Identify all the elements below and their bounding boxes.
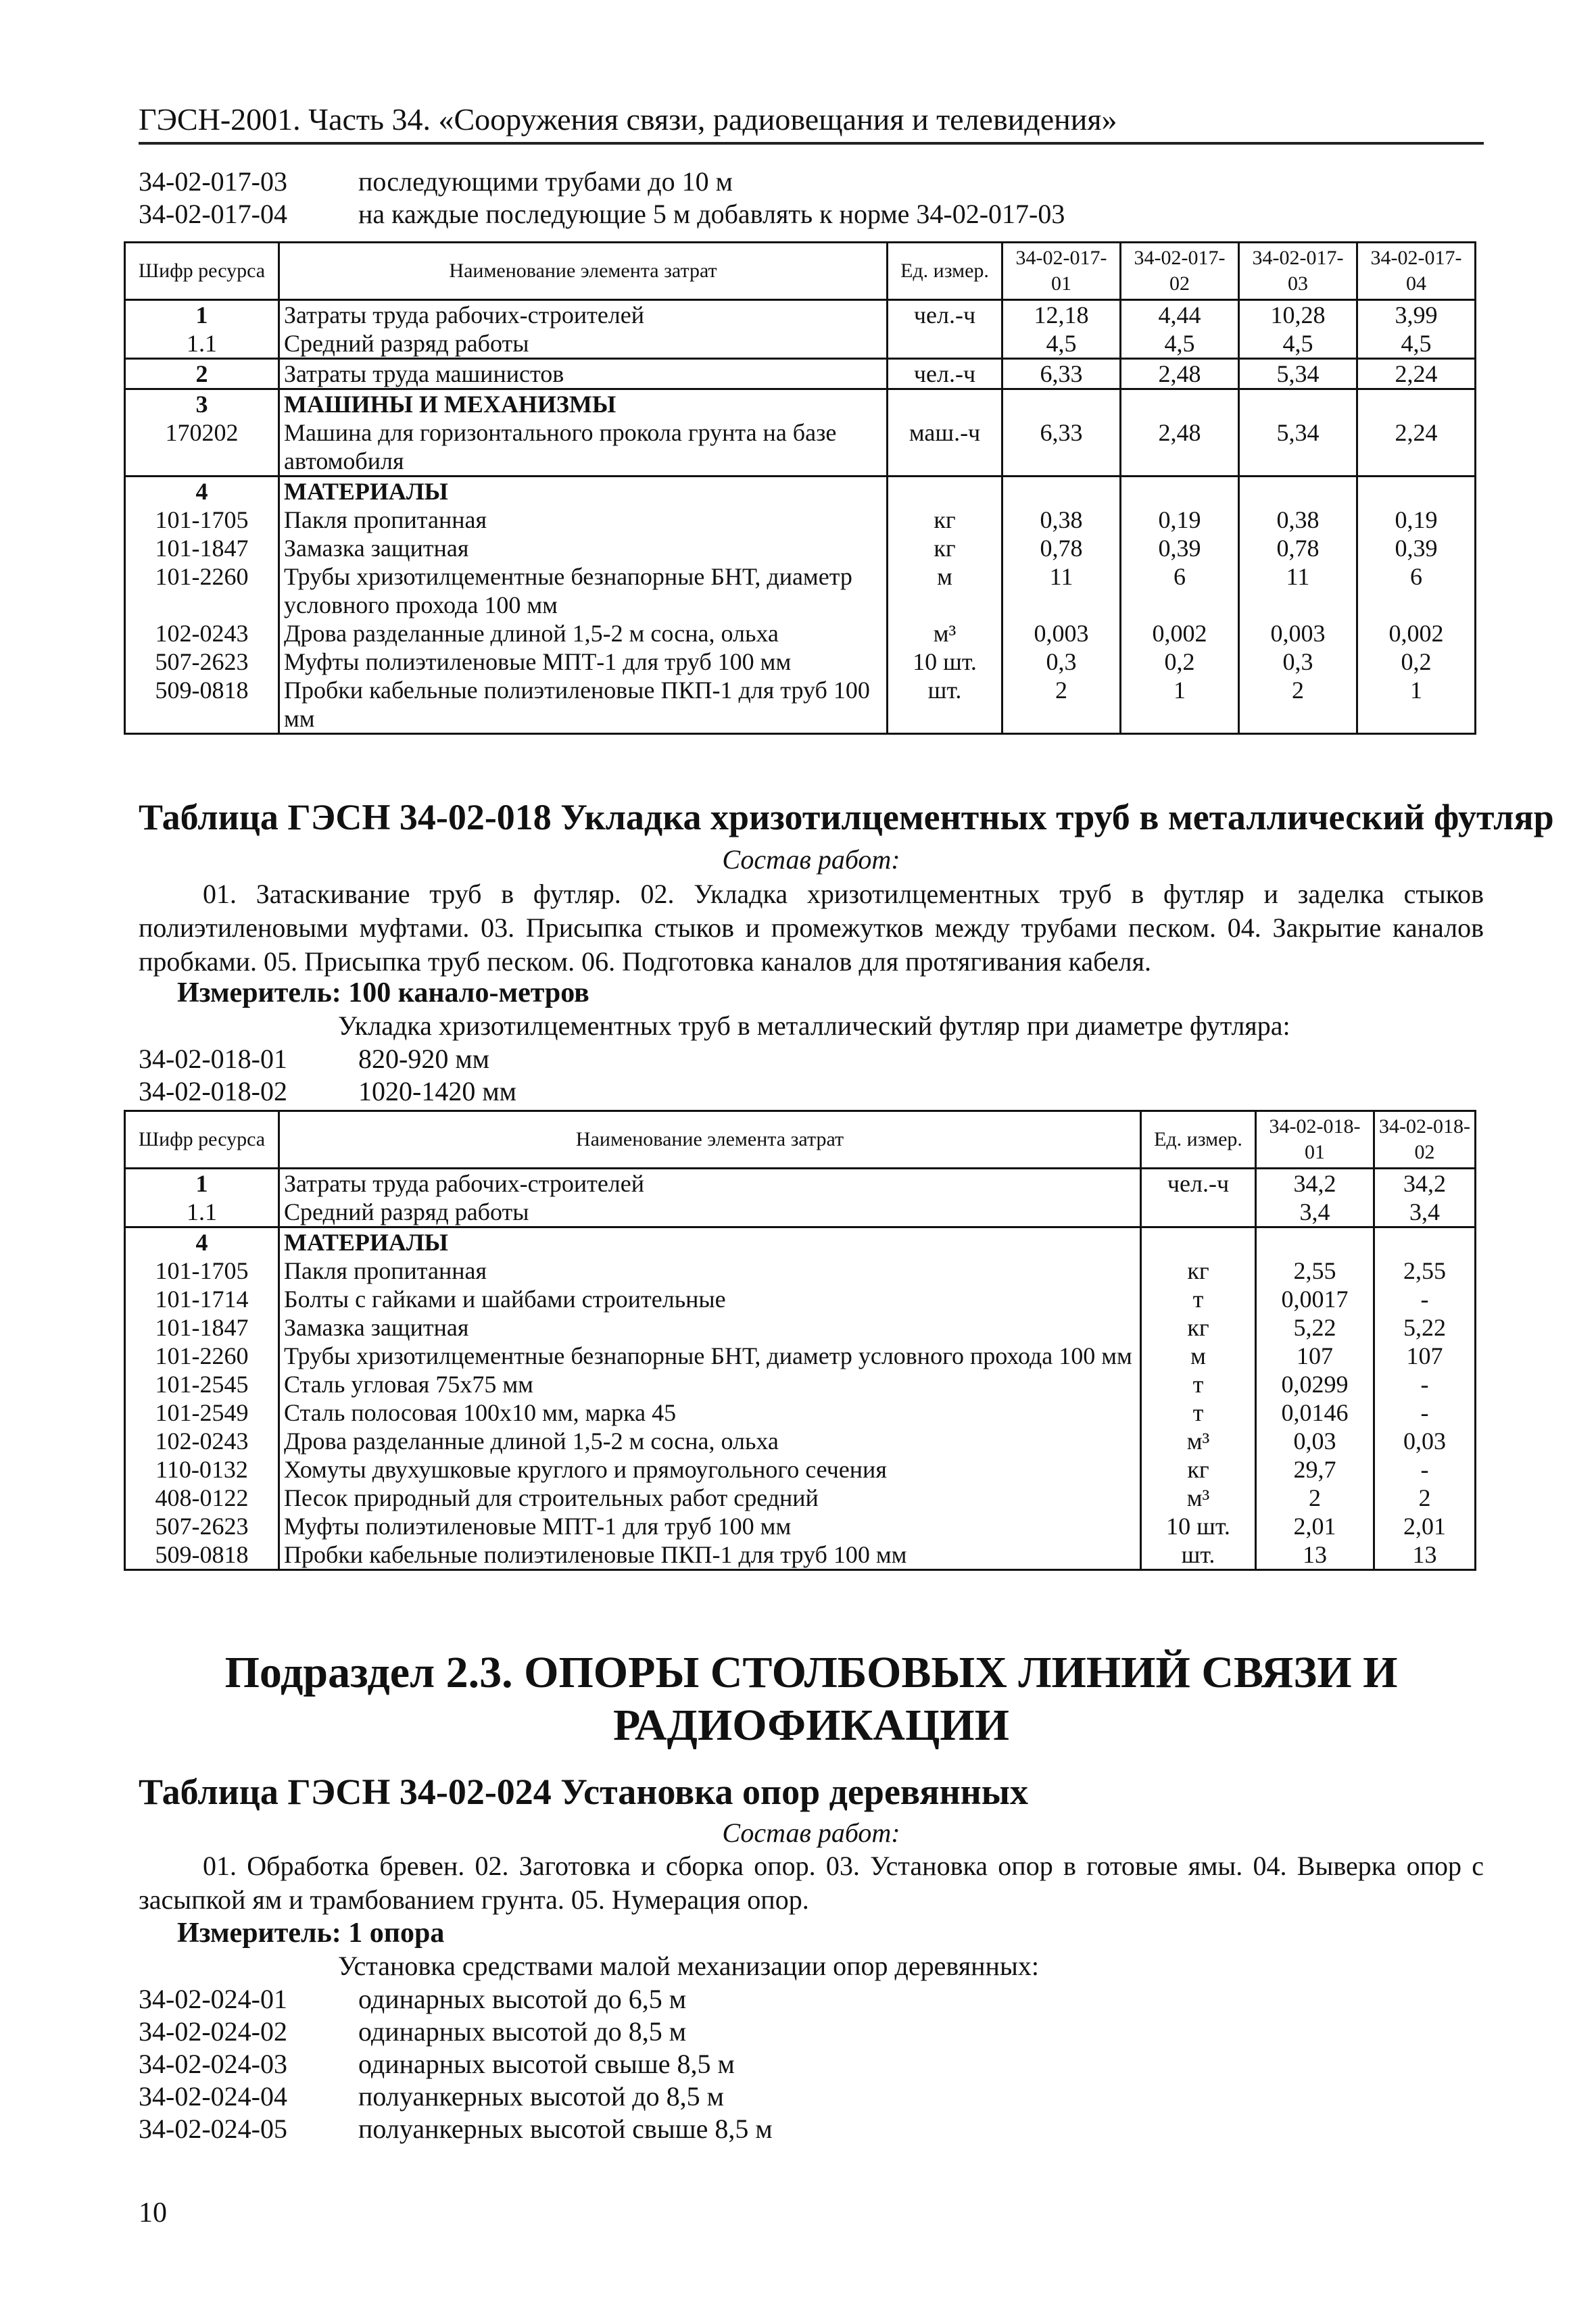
works-description: 01. Обработка бревен. 02. Заготовка и сборка опор. 03. Установка опор в готовые ямы. 04. Выверка опор с засыпкой ям и трамбованием грунта. 05. Нумерация опор. (139, 1851, 1484, 1915)
unit-cell: кг (888, 534, 1002, 562)
value-cell: 2 (1002, 676, 1121, 734)
column-header: Наименование элемента затрат (279, 1111, 1141, 1169)
cost-item-cell: Муфты полиэтиленовые МПТ-1 для труб 100 мм (279, 1512, 1141, 1540)
unit-cell: шт. (888, 676, 1002, 734)
cost-item-cell: Пакля пропитанная (279, 1257, 1141, 1285)
cost-item-cell: Затраты труда рабочих-строителей (279, 300, 888, 330)
value-cell: 2,24 (1357, 359, 1476, 389)
norm-code: 34-02-018-01 (139, 1044, 287, 1074)
table-header-row (125, 243, 1476, 300)
value-cell: 10,28 (1239, 300, 1357, 330)
norm-code: 34-02-017-04 (139, 199, 287, 229)
unit-cell: т (1141, 1370, 1256, 1398)
unit-cell: кг (1141, 1455, 1256, 1484)
resource-code-cell: 4 (125, 1227, 279, 1257)
column-header: 34-02-017-04 (1357, 243, 1476, 300)
resource-code-cell: 170202 (125, 418, 279, 477)
value-cell: 29,7 (1256, 1455, 1374, 1484)
value-cell: 0,002 (1121, 619, 1239, 648)
value-cell (1002, 389, 1121, 419)
resource-code-cell: 101-1847 (125, 534, 279, 562)
cost-item-cell: Хомуты двухушковые круглого и прямоугольного сечения (279, 1455, 1141, 1484)
running-header: ГЭСН-2001. Часть 34. «Сооружения связи, радиовещания и телевидения» (139, 102, 1117, 137)
value-cell: 5,22 (1374, 1313, 1476, 1342)
value-cell: 0,0299 (1256, 1370, 1374, 1398)
value-cell: 0,2 (1357, 648, 1476, 676)
table-header-row (125, 1111, 1476, 1169)
value-cell: 2,01 (1374, 1512, 1476, 1540)
value-cell: 2,01 (1256, 1512, 1374, 1540)
norm-code: 34-02-017-03 (139, 166, 287, 197)
value-cell: 2,24 (1357, 418, 1476, 477)
column-header: 34-02-017-03 (1239, 243, 1357, 300)
value-cell: 107 (1256, 1342, 1374, 1370)
column-header: 34-02-018-02 (1374, 1111, 1476, 1169)
value-cell (1239, 389, 1357, 419)
norm-text: полуанкерных высотой свыше 8,5 м (358, 2114, 773, 2144)
value-cell: 107 (1374, 1342, 1476, 1370)
value-cell: 0,78 (1239, 534, 1357, 562)
works-description: 01. Затаскивание труб в футляр. 02. Укладка хризотилцементных труб в футляр и заделка стыков полиэтиленовыми муфтами. 03. Присыпка стыков и промежутков между трубами песком. 04. Закрытие каналов пробками. 05. Присыпка труб песком. 06. Подготовка каналов для протягивания кабеля. (139, 879, 1484, 977)
value-cell: 2,48 (1121, 359, 1239, 389)
unit-cell (1141, 1227, 1256, 1257)
value-cell: 6 (1121, 562, 1239, 619)
table-title: Таблица ГЭСН 34-02-024 Установка опор деревянных (139, 1772, 1028, 1812)
cost-item-cell: МАТЕРИАЛЫ (279, 1227, 1141, 1257)
value-cell: 3,4 (1256, 1198, 1374, 1227)
norm-text: одинарных высотой до 8,5 м (358, 2016, 687, 2047)
norm-text: 1020-1420 мм (358, 1076, 516, 1106)
table-row (125, 1540, 1476, 1570)
resource-code-cell: 102-0243 (125, 1427, 279, 1455)
cost-item-cell: МАТЕРИАЛЫ (279, 477, 888, 506)
table-row (125, 1342, 1476, 1370)
cost-item-cell: Трубы хризотилцементные безнапорные БНТ, диаметр условного прохода 100 мм (279, 1342, 1141, 1370)
code-line (139, 2080, 724, 2112)
value-cell: 0,003 (1239, 619, 1357, 648)
table-row (125, 1285, 1476, 1313)
unit-cell (888, 329, 1002, 359)
value-cell (1002, 477, 1121, 506)
unit-cell: чел.-ч (888, 300, 1002, 330)
norm-intro: Установка средствами малой механизации опор деревянных: (338, 1951, 1039, 1981)
norm-code: 34-02-024-02 (139, 2016, 287, 2047)
norm-intro: Укладка хризотилцементных труб в металлический футляр при диаметре футляра: (338, 1010, 1290, 1041)
page-number: 10 (139, 2197, 167, 2228)
norm-text: одинарных высотой до 6,5 м (358, 1984, 687, 2014)
norm-code: 34-02-024-03 (139, 2049, 287, 2079)
table-row (125, 619, 1476, 648)
value-cell: 13 (1374, 1540, 1476, 1570)
value-cell: 0,39 (1121, 534, 1239, 562)
resource-code-cell: 101-2549 (125, 1398, 279, 1427)
table-row (125, 389, 1476, 419)
value-cell: 6 (1357, 562, 1476, 619)
cost-item-cell: Затраты труда рабочих-строителей (279, 1169, 1141, 1198)
cost-item-cell: Песок природный для строительных работ средний (279, 1484, 1141, 1512)
table-row (125, 1198, 1476, 1227)
value-cell: 0,19 (1121, 506, 1239, 534)
value-cell: 1 (1357, 676, 1476, 734)
value-cell: 34,2 (1374, 1169, 1476, 1198)
unit-cell: кг (888, 506, 1002, 534)
table-row (125, 1455, 1476, 1484)
resource-code-cell: 101-1705 (125, 506, 279, 534)
norm-text: на каждые последующие 5 м добавлять к норме 34-02-017-03 (358, 199, 1065, 229)
table-row (125, 1512, 1476, 1540)
value-cell: 11 (1239, 562, 1357, 619)
unit-cell: м³ (888, 619, 1002, 648)
table-row (125, 1427, 1476, 1455)
value-cell: 0,03 (1374, 1427, 1476, 1455)
column-header: Ед. измер. (1141, 1111, 1256, 1169)
table-row (125, 1257, 1476, 1285)
table-row (125, 300, 1476, 330)
cost-item-cell: Пакля пропитанная (279, 506, 888, 534)
value-cell: 0,003 (1002, 619, 1121, 648)
resource-code-cell: 101-1847 (125, 1313, 279, 1342)
table-row (125, 562, 1476, 619)
table-row (125, 1398, 1476, 1427)
value-cell: 4,44 (1121, 300, 1239, 330)
resource-table-018 (124, 1110, 1476, 1571)
value-cell: - (1374, 1285, 1476, 1313)
value-cell (1357, 389, 1476, 419)
table-row (125, 477, 1476, 506)
resource-code-cell: 509-0818 (125, 1540, 279, 1570)
value-cell: 2 (1239, 676, 1357, 734)
cost-item-cell: Средний разряд работы (279, 329, 888, 359)
resource-code-cell: 1.1 (125, 329, 279, 359)
column-header: 34-02-017-01 (1002, 243, 1121, 300)
cost-item-cell: Сталь угловая 75х75 мм (279, 1370, 1141, 1398)
resource-code-cell: 1 (125, 300, 279, 330)
value-cell: 2,55 (1374, 1257, 1476, 1285)
value-cell: 4,5 (1002, 329, 1121, 359)
unit-cell: т (1141, 1285, 1256, 1313)
norm-code: 34-02-024-05 (139, 2114, 287, 2144)
column-header: Шифр ресурса (125, 243, 279, 300)
table-row (125, 1484, 1476, 1512)
value-cell (1121, 477, 1239, 506)
unit-cell (1141, 1198, 1256, 1227)
value-cell: 2,48 (1121, 418, 1239, 477)
norm-text: 820-920 мм (358, 1044, 489, 1074)
value-cell: 0,3 (1239, 648, 1357, 676)
table-row (125, 534, 1476, 562)
column-header: Наименование элемента затрат (279, 243, 888, 300)
column-header: Ед. измер. (888, 243, 1002, 300)
unit-cell (888, 389, 1002, 419)
cost-item-cell: Машина для горизонтального прокола грунта на базе автомобиля (279, 418, 888, 477)
value-cell: 13 (1256, 1540, 1374, 1570)
cost-item-cell: Болты с гайками и шайбами строительные (279, 1285, 1141, 1313)
value-cell: 2 (1374, 1484, 1476, 1512)
resource-code-cell: 507-2623 (125, 648, 279, 676)
code-line (139, 198, 1065, 230)
unit-cell: м (1141, 1342, 1256, 1370)
unit-cell: шт. (1141, 1540, 1256, 1570)
value-cell (1357, 477, 1476, 506)
value-cell: 12,18 (1002, 300, 1121, 330)
cost-item-cell: Затраты труда машинистов (279, 359, 888, 389)
value-cell: 0,38 (1239, 506, 1357, 534)
value-cell: 3,4 (1374, 1198, 1476, 1227)
column-header: 34-02-018-01 (1256, 1111, 1374, 1169)
works-label: Состав работ: (722, 844, 900, 875)
norm-code: 34-02-024-01 (139, 1984, 287, 2014)
value-cell: 0,0017 (1256, 1285, 1374, 1313)
code-line (139, 1983, 686, 2015)
resource-code-cell: 102-0243 (125, 619, 279, 648)
value-cell: 0,002 (1357, 619, 1476, 648)
subsection-title-line2: РАДИОФИКАЦИИ (613, 1701, 1009, 1750)
cost-item-cell: Дрова разделанные длиной 1,5-2 м сосна, ольха (279, 619, 888, 648)
value-cell: 1 (1121, 676, 1239, 734)
unit-cell: м³ (1141, 1484, 1256, 1512)
value-cell: 0,2 (1121, 648, 1239, 676)
norm-code: 34-02-018-02 (139, 1076, 287, 1106)
code-line (139, 166, 733, 197)
value-cell: 2 (1256, 1484, 1374, 1512)
table-row (125, 1313, 1476, 1342)
resource-code-cell: 1.1 (125, 1198, 279, 1227)
code-line (139, 2016, 686, 2047)
table-row (125, 359, 1476, 389)
subsection-title-line1: Подраздел 2.3. ОПОРЫ СТОЛБОВЫХ ЛИНИЙ СВЯЗИ И (224, 1648, 1398, 1697)
cost-item-cell: МАШИНЫ И МЕХАНИЗМЫ (279, 389, 888, 419)
measure-unit: Измеритель: 1 опора (177, 1918, 445, 1949)
resource-table-017 (124, 241, 1476, 735)
code-line (139, 2048, 735, 2080)
value-cell: 0,38 (1002, 506, 1121, 534)
value-cell: - (1374, 1398, 1476, 1427)
unit-cell: кг (1141, 1257, 1256, 1285)
value-cell (1256, 1227, 1374, 1257)
unit-cell: чел.-ч (1141, 1169, 1256, 1198)
resource-code-cell: 507-2623 (125, 1512, 279, 1540)
table-row (125, 329, 1476, 359)
norm-text: полуанкерных высотой до 8,5 м (358, 2081, 724, 2112)
resource-code-cell: 2 (125, 359, 279, 389)
norm-text: одинарных высотой свыше 8,5 м (358, 2049, 735, 2079)
table-title: Таблица ГЭСН 34-02-018 Укладка хризотилцементных труб в металлический футляр (139, 797, 1554, 837)
value-cell: 4,5 (1357, 329, 1476, 359)
value-cell (1121, 389, 1239, 419)
value-cell: 4,5 (1121, 329, 1239, 359)
resource-code-cell: 101-2545 (125, 1370, 279, 1398)
table-row (125, 1227, 1476, 1257)
resource-code-cell: 4 (125, 477, 279, 506)
cost-item-cell: Средний разряд работы (279, 1198, 1141, 1227)
unit-cell: т (1141, 1398, 1256, 1427)
table-row (125, 676, 1476, 734)
table-row (125, 648, 1476, 676)
code-line (139, 1075, 516, 1107)
norm-text: последующими трубами до 10 м (358, 166, 733, 197)
value-cell: 0,78 (1002, 534, 1121, 562)
resource-code-cell: 101-1714 (125, 1285, 279, 1313)
value-cell: 6,33 (1002, 359, 1121, 389)
works-label: Состав работ: (722, 1818, 900, 1848)
value-cell: 11 (1002, 562, 1121, 619)
unit-cell: 10 шт. (1141, 1512, 1256, 1540)
resource-code-cell: 101-2260 (125, 562, 279, 619)
cost-item-cell: Трубы хризотилцементные безнапорные БНТ, диаметр условного прохода 100 мм (279, 562, 888, 619)
value-cell: 34,2 (1256, 1169, 1374, 1198)
resource-code-cell: 110-0132 (125, 1455, 279, 1484)
cost-item-cell: Муфты полиэтиленовые МПТ-1 для труб 100 мм (279, 648, 888, 676)
value-cell: 5,34 (1239, 418, 1357, 477)
unit-cell: маш.-ч (888, 418, 1002, 477)
value-cell: 5,34 (1239, 359, 1357, 389)
table-row (125, 506, 1476, 534)
value-cell (1374, 1227, 1476, 1257)
value-cell: 4,5 (1239, 329, 1357, 359)
resource-code-cell: 101-2260 (125, 1342, 279, 1370)
table-row (125, 418, 1476, 477)
cost-item-cell: Замазка защитная (279, 1313, 1141, 1342)
measure-unit: Измеритель: 100 канало-метров (177, 977, 589, 1008)
resource-code-cell: 509-0818 (125, 676, 279, 734)
value-cell: 0,39 (1357, 534, 1476, 562)
cost-item-cell: Пробки кабельные полиэтиленовые ПКП-1 для труб 100 мм (279, 676, 888, 734)
column-header: Шифр ресурса (125, 1111, 279, 1169)
resource-code-cell: 1 (125, 1169, 279, 1198)
unit-cell: м³ (1141, 1427, 1256, 1455)
cost-item-cell: Пробки кабельные полиэтиленовые ПКП-1 для труб 100 мм (279, 1540, 1141, 1570)
resource-code-cell: 408-0122 (125, 1484, 279, 1512)
value-cell: 3,99 (1357, 300, 1476, 330)
table-row (125, 1370, 1476, 1398)
resource-code-cell: 3 (125, 389, 279, 419)
unit-cell: кг (1141, 1313, 1256, 1342)
unit-cell: м (888, 562, 1002, 619)
cost-item-cell: Дрова разделанные длиной 1,5-2 м сосна, ольха (279, 1427, 1141, 1455)
value-cell: - (1374, 1455, 1476, 1484)
value-cell: 0,03 (1256, 1427, 1374, 1455)
value-cell: - (1374, 1370, 1476, 1398)
value-cell: 0,0146 (1256, 1398, 1374, 1427)
value-cell: 5,22 (1256, 1313, 1374, 1342)
unit-cell: 10 шт. (888, 648, 1002, 676)
resource-code-cell: 101-1705 (125, 1257, 279, 1285)
column-header: 34-02-017-02 (1121, 243, 1239, 300)
norm-code: 34-02-024-04 (139, 2081, 287, 2112)
value-cell: 6,33 (1002, 418, 1121, 477)
value-cell: 0,3 (1002, 648, 1121, 676)
code-line (139, 1043, 489, 1075)
value-cell: 2,55 (1256, 1257, 1374, 1285)
cost-item-cell: Замазка защитная (279, 534, 888, 562)
cost-item-cell: Сталь полосовая 100х10 мм, марка 45 (279, 1398, 1141, 1427)
unit-cell: чел.-ч (888, 359, 1002, 389)
header-rule (139, 142, 1484, 145)
code-line (139, 2113, 773, 2145)
value-cell: 0,19 (1357, 506, 1476, 534)
unit-cell (888, 477, 1002, 506)
table-row (125, 1169, 1476, 1198)
value-cell (1239, 477, 1357, 506)
